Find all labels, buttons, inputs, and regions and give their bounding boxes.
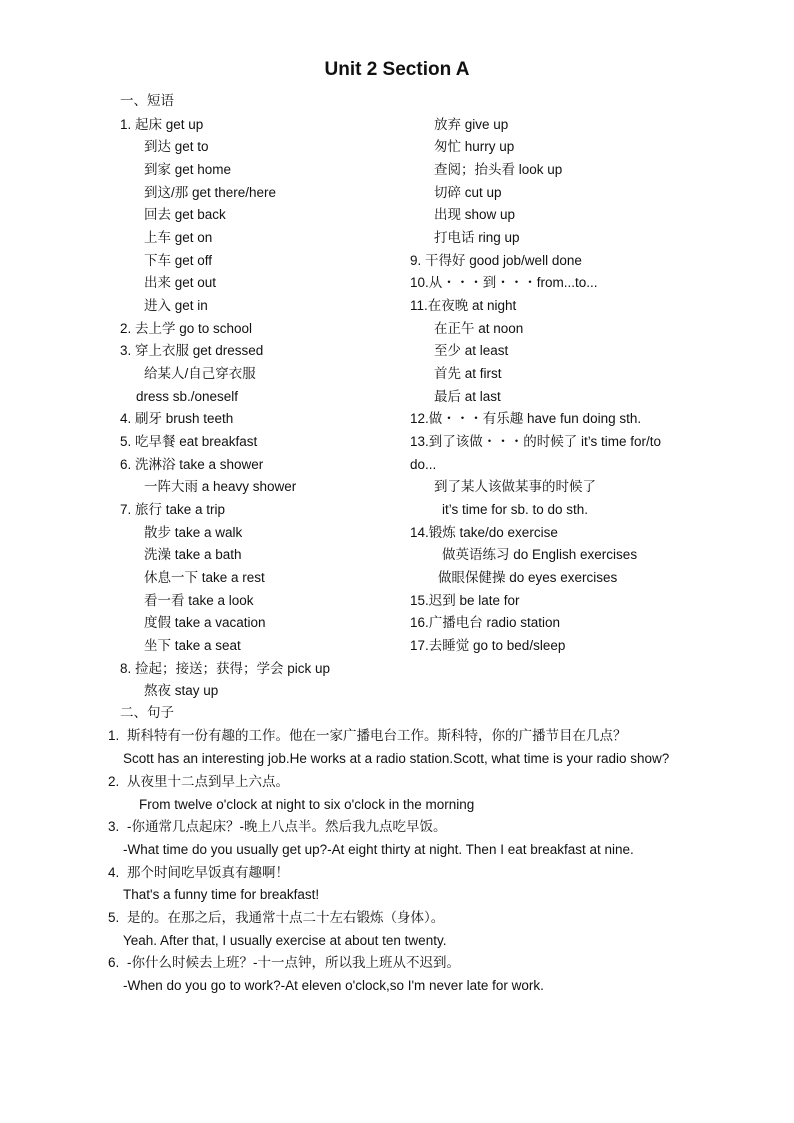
- phrase-item: 切碎 cut up: [434, 185, 502, 200]
- phrase-item: dress sb./oneself: [136, 389, 239, 404]
- sentence-chinese: -你通常几点起床？-晚上八点半。然后我九点吃早饭。: [127, 819, 447, 834]
- sentence-chinese: 斯科特有一份有趣的工作。他在一家广播电台工作。斯科特，你的广播节目在几点？: [127, 728, 627, 743]
- phrase-item: 15.迟到 be late for: [410, 593, 520, 608]
- sentence-chinese: 是的。在那之后，我通常十点二十左右锻炼（身体）。: [127, 910, 445, 925]
- phrase-item: 14.锻炼 take/do exercise: [410, 525, 558, 540]
- phrase-item: 休息一下 take a rest: [144, 570, 265, 585]
- sentence-number: 6.: [108, 955, 120, 970]
- sentence-english: -When do you go to work?-At eleven o'clock,so I'm never late for work.: [123, 978, 544, 993]
- phrase-item: 首先 at first: [434, 366, 502, 381]
- phrase-item: 看一看 take a look: [144, 593, 254, 608]
- phrase-item: 16.广播电台 radio station: [410, 615, 561, 630]
- phrase-item: 到家 get home: [144, 162, 232, 177]
- section-heading-sentences: 二、句子: [120, 705, 174, 720]
- phrase-item: 12.做・・・有乐趣 have fun doing sth.: [410, 411, 642, 426]
- phrase-item: 熬夜 stay up: [144, 683, 219, 698]
- sentence-chinese: 从夜里十二点到早上六点。: [127, 774, 289, 789]
- phrase-item: 10.从・・・到・・・from...to...: [410, 275, 598, 290]
- page-title: Unit 2 Section A: [324, 59, 470, 80]
- phrase-item: 出现 show up: [434, 207, 516, 222]
- phrase-item: 坐下 take a seat: [144, 638, 241, 653]
- phrase-item: 打电话 ring up: [434, 230, 520, 245]
- phrase-item: 放弃 give up: [434, 117, 509, 132]
- sentence-number: 4.: [108, 865, 120, 880]
- phrase-item: 匆忙 hurry up: [434, 139, 515, 154]
- sentence-english: Scott has an interesting job.He works at a radio station.Scott, what time is your radio show?: [123, 751, 670, 766]
- phrase-item: 一阵大雨 a heavy shower: [144, 479, 297, 494]
- sentence-english: -What time do you usually get up?-At eight thirty at night. Then I eat breakfast at nine.: [123, 842, 634, 857]
- phrase-item: 5. 吃早餐 eat breakfast: [120, 434, 258, 449]
- phrase-item: 做英语练习 do English exercises: [442, 547, 638, 562]
- section-heading-phrases: 一、短语: [120, 93, 174, 108]
- phrase-item: 6. 洗淋浴 take a shower: [120, 457, 264, 472]
- phrase-item: 度假 take a vacation: [144, 615, 266, 630]
- phrase-item: 做眼保健操 do eyes exercises: [438, 570, 618, 585]
- phrase-item: 4. 刷牙 brush teeth: [120, 411, 234, 426]
- phrase-item: 下车 get off: [144, 253, 213, 268]
- phrase-item: 查阅；抬头看 look up: [434, 162, 563, 177]
- phrase-item: 7. 旅行 take a trip: [120, 502, 226, 517]
- sentence-number: 2.: [108, 774, 120, 789]
- phrase-item: it’s time for sb. to do sth.: [442, 502, 589, 517]
- phrase-item: 洗澡 take a bath: [144, 547, 242, 562]
- sentence-english: That's a funny time for breakfast!: [123, 887, 320, 902]
- phrase-item: 8. 捡起；接送；获得；学会 pick up: [120, 661, 331, 676]
- sentence-english: From twelve o'clock at night to six o'clock in the morning: [139, 797, 475, 812]
- phrase-item: 出来 get out: [144, 275, 217, 290]
- phrase-item: 3. 穿上衣服 get dressed: [120, 343, 264, 358]
- phrase-item: 11.在夜晚 at night: [410, 298, 517, 313]
- phrase-item: 在正午 at noon: [434, 321, 524, 336]
- sentence-chinese: 那个时间吃早饭真有趣啊！: [127, 865, 289, 880]
- phrase-item: 至少 at least: [434, 343, 509, 358]
- sentence-number: 1.: [108, 728, 120, 743]
- phrase-item: 进入 get in: [144, 298, 208, 313]
- phrase-item: 回去 get back: [144, 207, 226, 222]
- phrase-item: 散步 take a walk: [144, 525, 243, 540]
- phrase-item: 13.到了该做・・・的时候了 it’s time for/to: [410, 434, 662, 449]
- sentence-number: 5.: [108, 910, 120, 925]
- phrase-item: 给某人/自己穿衣服: [144, 366, 256, 381]
- sentence-number: 3.: [108, 819, 120, 834]
- phrase-item: 9. 干得好 good job/well done: [410, 253, 582, 268]
- phrase-item: 到这/那 get there/here: [144, 185, 277, 200]
- sentence-chinese: -你什么时候去上班？-十一点钟，所以我上班从不迟到。: [127, 955, 460, 970]
- sentence-english: Yeah. After that, I usually exercise at about ten twenty.: [123, 933, 447, 948]
- phrase-item: 到了某人该做某事的时候了: [434, 479, 596, 494]
- phrase-item: 最后 at last: [434, 389, 501, 404]
- phrase-item: 2. 去上学 go to school: [120, 321, 253, 336]
- phrase-item: 17.去睡觉 go to bed/sleep: [410, 638, 566, 653]
- phrase-item: do...: [410, 457, 437, 472]
- phrase-item: 上车 get on: [144, 230, 213, 245]
- phrase-item: 1. 起床 get up: [120, 117, 204, 132]
- phrase-item: 到达 get to: [144, 139, 209, 154]
